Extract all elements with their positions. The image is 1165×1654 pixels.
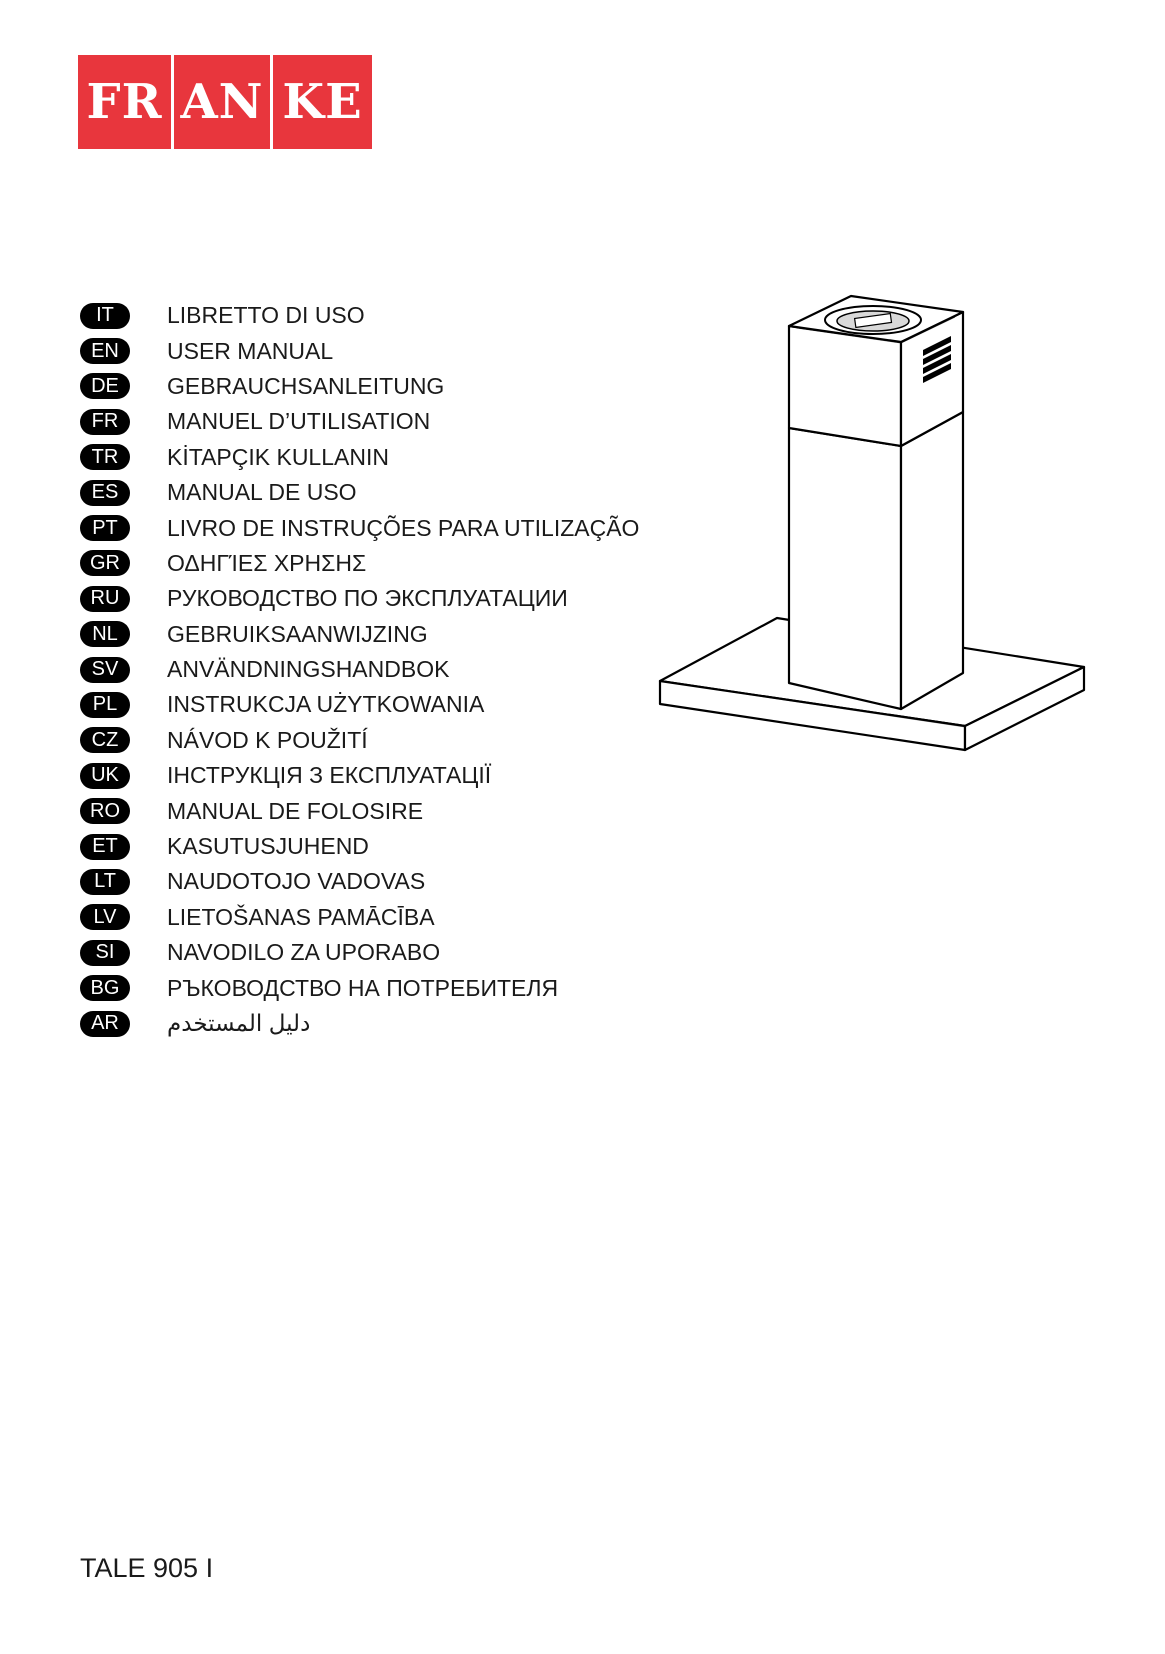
language-code-badge: SI: [80, 940, 130, 966]
manual-title: NAUDOTOJO VADOVAS: [167, 868, 426, 895]
language-code-badge: FR: [80, 409, 130, 435]
language-code-badge: PT: [80, 515, 130, 541]
language-item: [80, 617, 700, 652]
franke-logo: [78, 55, 372, 149]
language-item: [80, 1006, 700, 1041]
manual-title: USER MANUAL: [167, 337, 334, 364]
logo-block: FR: [78, 55, 171, 149]
manual-title: GEBRAUCHSANLEITUNG: [167, 372, 445, 399]
language-item: [80, 333, 700, 368]
language-item: [80, 440, 700, 475]
manual-title: دليل المستخدم: [167, 1010, 311, 1036]
language-item: [80, 546, 700, 581]
language-item: [80, 758, 700, 793]
manual-title: LIETOŠANAS PAMĀCĪBA: [167, 903, 435, 930]
language-code-badge: TR: [80, 444, 130, 470]
manual-title: ANVÄNDNINGSHANDBOK: [167, 656, 450, 683]
manual-title: ΟΔΗΓΊΕΣ ΧΡΗΣΗΣ: [167, 549, 367, 576]
manual-title: MANUAL DE USO: [167, 479, 357, 506]
language-item: [80, 404, 700, 439]
language-list: [80, 298, 700, 1041]
language-code-badge: SV: [80, 657, 130, 683]
language-code-badge: IT: [80, 303, 130, 329]
manual-title: MANUEL D’UTILISATION: [167, 408, 431, 435]
manual-title: LIVRO DE INSTRUÇÕES PARA UTILIZAÇÃO: [167, 514, 640, 541]
language-item: [80, 723, 700, 758]
language-code-badge: NL: [80, 621, 130, 647]
language-code-badge: UK: [80, 763, 130, 789]
cooker-hood-illustration: [655, 290, 1095, 780]
language-code-badge: ET: [80, 834, 130, 860]
language-code-badge: AR: [80, 1011, 130, 1037]
language-code-badge: PL: [80, 692, 130, 718]
manual-title: LIBRETTO DI USO: [167, 302, 365, 329]
language-item: [80, 652, 700, 687]
manual-title: MANUAL DE FOLOSIRE: [167, 797, 424, 824]
language-code-badge: GR: [80, 550, 130, 576]
logo-block: KE: [273, 55, 372, 149]
language-item: [80, 829, 700, 864]
manual-title: РЪКОВОДСТВО НА ПОТРЕБИТЕЛЯ: [167, 974, 559, 1001]
manual-title: ІНСТРУКЦІЯ З ЕКСПЛУАТАЦІЇ: [167, 762, 492, 789]
language-code-badge: LV: [80, 904, 130, 930]
model-name: TALE 905 I: [80, 1553, 214, 1583]
language-item: [80, 970, 700, 1005]
manual-title: РУКОВОДСТВО ПО ЭКСПЛУАТАЦИИ: [167, 585, 568, 612]
language-code-badge: RU: [80, 586, 130, 612]
language-item: [80, 935, 700, 970]
manual-title: INSTRUKCJA UŻYTKOWANIA: [167, 691, 485, 718]
language-code-badge: BG: [80, 975, 130, 1001]
language-code-badge: RO: [80, 798, 130, 824]
language-item: [80, 510, 700, 545]
language-item: [80, 687, 700, 722]
language-code-badge: DE: [80, 373, 130, 399]
manual-title: NAVODILO ZA UPORABO: [167, 939, 441, 966]
language-item: [80, 298, 700, 333]
language-item: [80, 475, 700, 510]
language-item: [80, 581, 700, 616]
manual-title: NÁVOD K POUŽITÍ: [167, 726, 368, 753]
manual-title: KİTAPÇIK KULLANIN: [167, 443, 389, 470]
manual-title: KASUTUSJUHEND: [167, 833, 369, 860]
language-item: [80, 864, 700, 899]
language-item: [80, 900, 700, 935]
language-code-badge: ES: [80, 480, 130, 506]
language-item: [80, 369, 700, 404]
language-code-badge: LT: [80, 869, 130, 895]
language-code-badge: CZ: [80, 727, 130, 753]
manual-title: GEBRUIKSAANWIJZING: [167, 620, 428, 647]
language-item: [80, 793, 700, 828]
language-code-badge: EN: [80, 338, 130, 364]
logo-block: AN: [174, 55, 270, 149]
